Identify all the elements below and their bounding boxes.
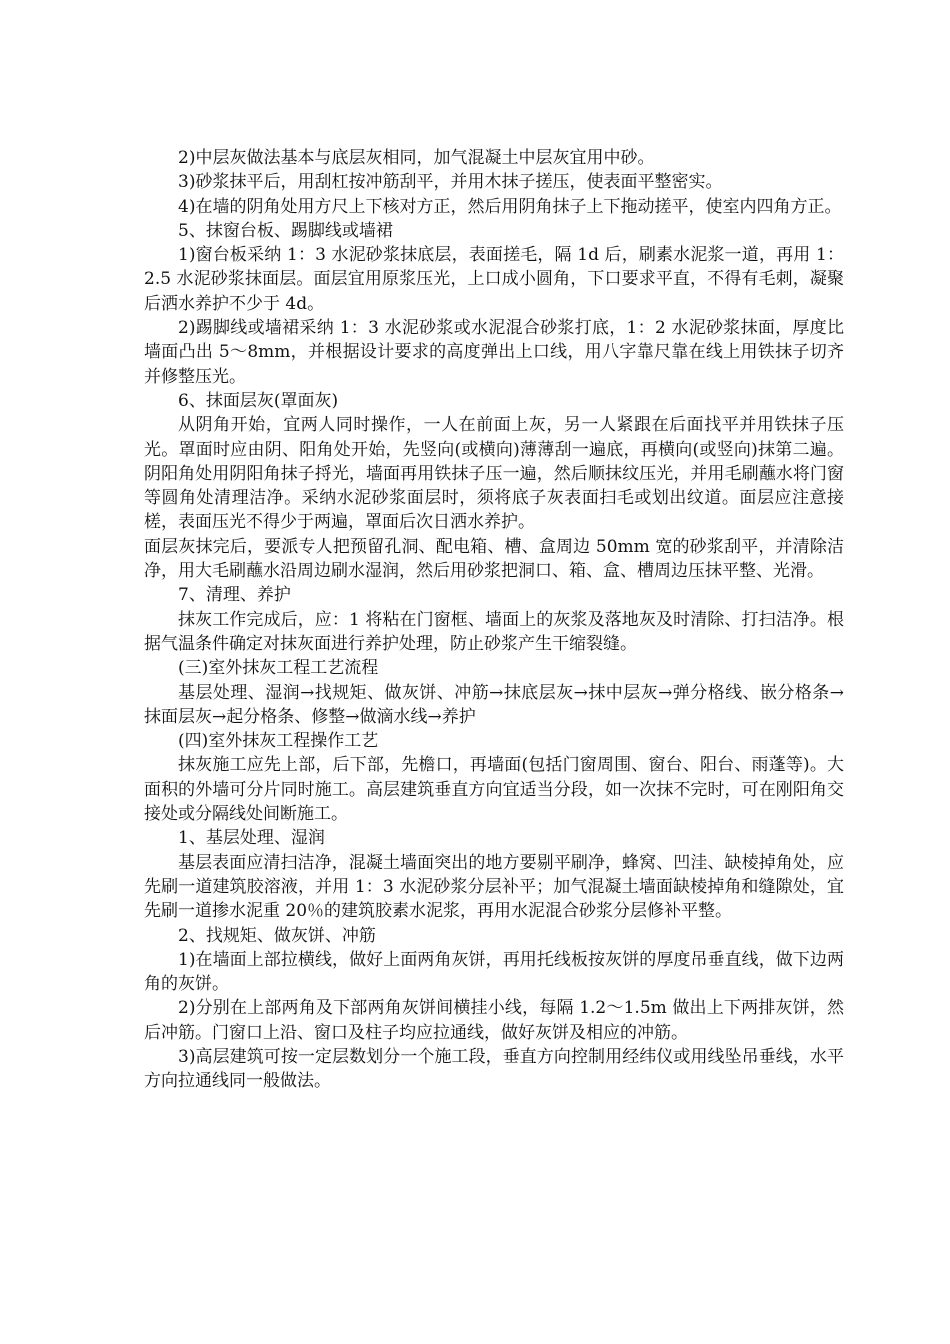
- paragraph: 基层处理、湿润→找规矩、做灰饼、冲筋→抹底层灰→抹中层灰→弹分格线、嵌分格条→抹面层灰→起分格条、修整→做滴水线→养护: [144, 682, 844, 727]
- document-body: [144, 146, 844, 1094]
- paragraph: 从阴角开始，宜两人同时操作，一人在前面上灰，另一人紧跟在后面找平并用铁抹子压光。罩面时应由阴、阳角处开始，先竖向(或横向)薄薄刮一遍底，再横向(或竖向)抹第二遍。阴阳角处用阴阳角抹子捋光，墙面再用铁抹子压一遍，然后顺抹纹压光，并用毛刷蘸水将门窗等圆角处清理洁净。采纳水泥砂浆面层时，须将底子灰表面扫毛或划出纹道。面层应注意接槎，表面压光不得少于两遍，罩面后次日洒水养护。: [144, 415, 844, 533]
- paragraph: 2、找规矩、做灰饼、冲筋: [178, 925, 376, 946]
- paragraph: 1)窗台板采纳 1：3 水泥砂浆抹底层，表面搓毛，隔 1d 后，刷素水泥浆一道，再用 1：2.5 水泥砂浆抹面层。面层宜用原浆压光，上口成小圆角，下口要求平直，不得有毛刺，凝聚后洒水养护不少于 4d。: [144, 245, 844, 314]
- paragraph: (四)室外抹灰工程操作工艺: [178, 731, 379, 752]
- paragraph: 5、抹窗台板、踢脚线或墙裙: [178, 220, 393, 241]
- paragraph: 抹灰施工应先上部，后下部，先檐口，再墙面(包括门窗周围、窗台、阳台、雨蓬等)。大面积的外墙可分片同时施工。高层建筑垂直方向宜适当分段，如一次抹不完时，可在刚阳角交接处或分隔线处间断施工。: [144, 755, 844, 825]
- paragraph: 1)在墙面上部拉横线，做好上面两角灰饼，再用托线板按灰饼的厚度吊垂直线，做下边两角的灰饼。: [144, 949, 844, 995]
- paragraph: 6、抹面层灰(罩面灰): [178, 390, 339, 411]
- paragraph: 4)在墙的阴角处用方尺上下核对方正，然后用阴角抹子上下拖动搓平，使室内四角方正。: [178, 196, 842, 217]
- paragraph: 2)踢脚线或墙裙采纳 1：3 水泥砂浆或水泥混合砂浆打底，1：2 水泥砂浆抹面，厚度比墙面凸出 5～8mm，并根据设计要求的高度弹出上口线，用八字靠尺靠在线上用铁抹子切齐并修整压光。: [144, 318, 844, 387]
- paragraph: 3)高层建筑可按一定层数划分一个施工段，垂直方向控制用经纬仪或用线坠吊垂线，水平方向拉通线同一般做法。: [144, 1046, 844, 1092]
- paragraph: 2)分别在上部两角及下部两角灰饼间横挂小线，每隔 1.2～1.5m 做出上下两排灰饼，然后冲筋。门窗口上沿、窗口及柱子均应拉通线，做好灰饼及相应的冲筋。: [144, 998, 844, 1043]
- paragraph: 2)中层灰做法基本与底层灰相同，加气混凝土中层灰宜用中砂。: [178, 148, 655, 168]
- paragraph: 面层灰抹完后，要派专人把预留孔洞、配电箱、槽、盒周边 50mm 宽的砂浆刮平，并清除洁净，用大毛刷蘸水沿周边刷水湿润，然后用砂浆把洞口、箱、盒、槽周边压抹平整、光滑。: [144, 536, 844, 582]
- paragraph: (三)室外抹灰工程工艺流程: [178, 658, 379, 679]
- paragraph: 1、基层处理、湿润: [178, 828, 325, 849]
- paragraph: 7、清理、养护: [178, 585, 291, 606]
- paragraph: 抹灰工作完成后，应：1 将粘在门窗框、墙面上的灰浆及落地灰及时清除、打扫洁净。根据气温条件确定对抹灰面进行养护处理，防止砂浆产生干缩裂缝。: [144, 609, 844, 654]
- paragraph: 3)砂浆抹平后，用刮杠按冲筋刮平，并用木抹子搓压，使表面平整密实。: [178, 172, 723, 193]
- paragraph: 基层表面应清扫洁净，混凝土墙面突出的地方要剔平刷净，蜂窝、凹洼、缺棱掉角处，应先刷一道建筑胶溶液，并用 1：3 水泥砂浆分层补平；加气混凝土墙面缺棱掉角和缝隙处，宜先刷一道掺水泥重 20％的建筑胶素水泥浆，再用水泥混合砂浆分层修补平整。: [144, 852, 844, 922]
